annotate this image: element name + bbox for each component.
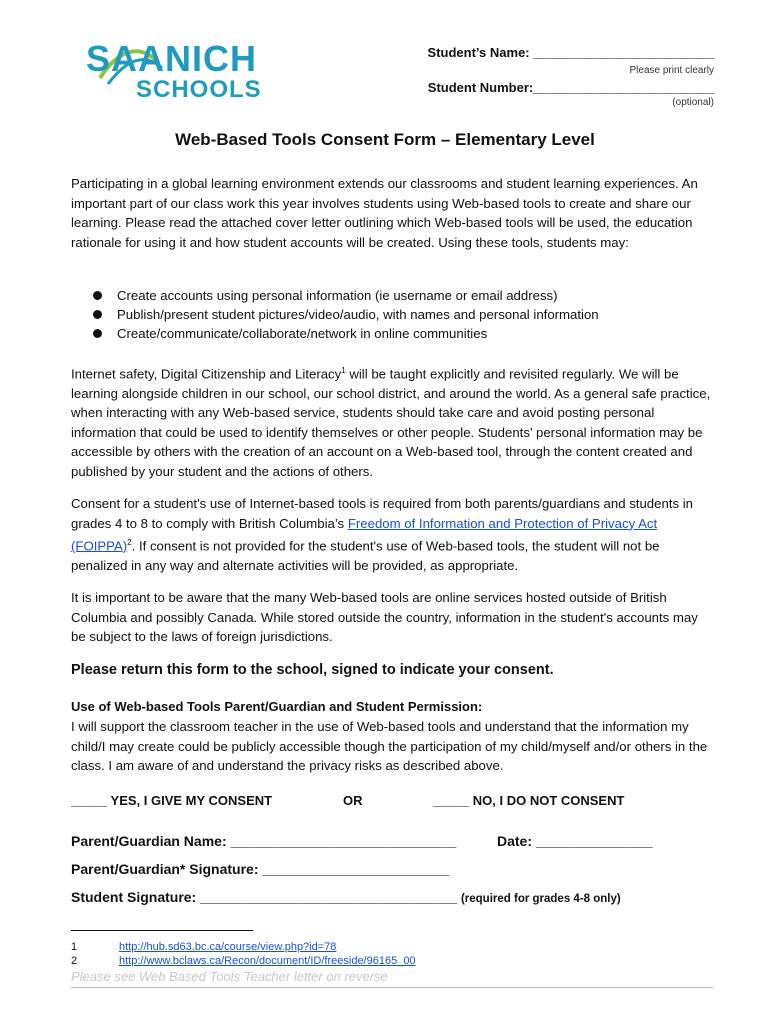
student-signature-note: (required for grades 4-8 only): [460, 893, 621, 905]
uses-list: [71, 286, 691, 343]
intro-paragraph: Participating in a global learning environment extends our classrooms and student learning experiences. An important part of our class work this year involves students using Web-based tools to create and share our learning. Please read the attached cover letter outlining which Web-based tools will be used, the education rationale for using it and how student accounts will be created. Using these tools, students may:: [71, 176, 698, 250]
student-name-field[interactable]: Student’s Name: _________________________: [427, 45, 714, 60]
permission-heading: Use of Web-based Tools Parent/Guardian and Student Permission:: [71, 699, 483, 714]
or-label: OR: [343, 793, 363, 808]
footnote-2: 2 http://www.bclaws.ca/Recon/document/ID/freeside/96165_00: [71, 955, 416, 967]
jurisdiction-paragraph: It is important to be aware that the many Web-based tools are online services hosted outside of British Columbia and possibly Canada. While stored outside the country, information in the student's accounts may be subject to the laws of foreign jurisdictions.: [71, 590, 698, 644]
list-item: Create accounts using personal information (ie username or email address): [71, 286, 691, 305]
footnote-2-link[interactable]: http://www.bclaws.ca/Recon/document/ID/freeside/96165_00: [119, 955, 416, 967]
consent-yes-option[interactable]: _____ YES, I GIVE MY CONSENT: [71, 793, 273, 808]
logo-text-saanich: SAANICH: [86, 38, 258, 79]
safety-paragraph: Internet safety, Digital Citizenship and Literacy$^1$ will be taught explicitly and revisited regularly. We will be learning alongside children in our school, our school district, and around the world. As a general safe practice, when interacting with any Web-based service, students should take care and avoid posting personal information that could be used to identify themselves or other people. Students’ personal information may be accessible by others with the creation of an account on a Web-based tool, through the content created and published by your student and the actions of others.: [71, 366, 711, 479]
bullet-icon: [93, 329, 102, 338]
list-item: Publish/present student pictures/video/audio, with names and personal information: [71, 305, 691, 324]
footer-divider: [71, 987, 713, 988]
footnote-1-link[interactable]: http://hub.sd63.bc.ca/course/view.php?id=78: [119, 941, 337, 953]
footnote-ref-1: 1: [341, 366, 346, 375]
foippa-link[interactable]: Freedom of Information and Protection of Privacy Act (FOIPPA): [71, 515, 658, 554]
footnote-ref-2: 2: [127, 538, 132, 547]
parent-signature-field[interactable]: Parent/Guardian* Signature: ________________________: [71, 861, 450, 877]
footer-note: Please see Web Based Tools Teacher letter on reverse: [71, 969, 388, 984]
print-clearly-note: Please print clearly: [629, 65, 714, 76]
bullet-icon: [93, 310, 102, 319]
footnote-divider: [71, 930, 253, 931]
parent-name-field[interactable]: Parent/Guardian Name: _____________________________: [71, 833, 457, 849]
consent-no-option[interactable]: _____ NO, I DO NOT CONSENT: [433, 793, 625, 808]
permission-text: I will support the classroom teacher in the use of Web-based tools and understand that the information my child/I may create could be publicly accessible though the participation of my child/myself and/or others in the class. I am aware of and understand the privacy risks as described above.: [71, 719, 708, 773]
list-item: Create/communicate/collaborate/network in online communities: [71, 324, 691, 343]
date-field[interactable]: Date: _______________: [497, 833, 653, 849]
school-logo: [78, 30, 262, 110]
footnote-1: 1 http://hub.sd63.bc.ca/course/view.php?id=78: [71, 941, 337, 953]
logo-text-schools: SCHOOLS: [136, 76, 262, 103]
page-title: Web-Based Tools Consent Form – Elementary Level: [175, 130, 595, 149]
student-signature-field[interactable]: Student Signature: _________________________________ (required for grades 4-8 only): [71, 889, 621, 905]
student-number-field[interactable]: Student Number:_________________________: [427, 80, 714, 95]
consent-paragraph: Consent for a student's use of Internet-based tools is required from both parents/guardians and students in grades 4 to 8 to comply with British Columbia’s Freedom of Information and Protection of Privacy Act (FOIPPA)$^2$. If consent is not provided for the student's use of Web-based tools, the student will not be penalized in any way and alternate activities will be provided, as appropriate.: [71, 496, 693, 573]
optional-note: (optional): [672, 97, 714, 108]
bullet-icon: [93, 291, 102, 300]
return-instructions: Please return this form to the school, signed to indicate your consent.: [71, 662, 554, 678]
